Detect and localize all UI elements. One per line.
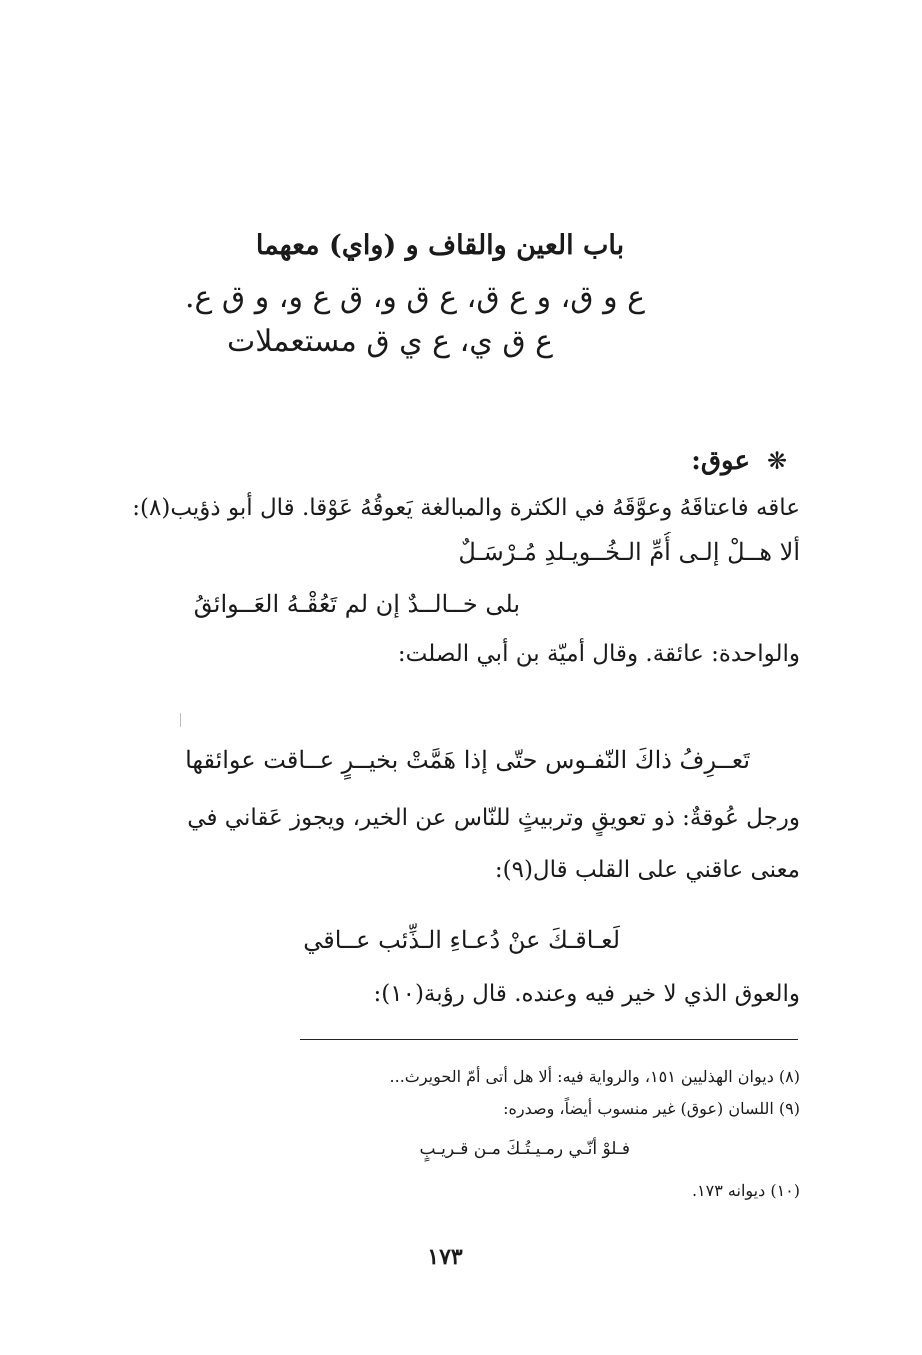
entry-text-line-4: معنى عاقني على القلب قال(٩): [494, 857, 800, 883]
verse-line-4: لَعـاقـكَ عنْ دُعـاءِ الـذِّئب عــاقي [303, 926, 620, 954]
chapter-title: باب العين والقاف و (واي) معهما [255, 230, 625, 261]
root-letters-line-1: ع و ق، و ع ق، ع ق و، ق ع و، و ق ع. [184, 280, 646, 315]
entry-headword: عوق: [691, 446, 750, 476]
verse-line-3: تَعــرِفُ ذاكَ النّفـوس حتّى إذا هَمَّتْ بخيــرٍ عــاقت عوائقها [185, 746, 750, 774]
footnote-separator [300, 1039, 798, 1040]
entry-text-line-5: والعوق الذي لا خير فيه وعنده. قال رؤبة(١٠): [373, 981, 800, 1007]
verse-line-2: بلى خــالــدٌ إن لم تَعُقْـهُ العَــوائقُ [193, 590, 520, 618]
entry-text-line-2: والواحدة: عائقة. وقال أميّة بن أبي الصلت: [397, 641, 800, 667]
root-letters-line-2: ع ق ي، ع ي ق مستعملات [226, 324, 554, 359]
verse-line-1: ألا هــلْ إلـى أُمِّ الـخُــويـلدِ مُـرْسَـلٌ [458, 538, 800, 566]
footnote-9: (٩) اللسان (عوق) غير منسوب أيضاً، وصدره: [503, 1099, 800, 1118]
entry-text-line-1: عاقه فاعتاقَهُ وعوَّقَهُ في الكثرة والمبالغة يَعوقُهُ عَوْقا. قال أبو ذؤيب(٨): [132, 495, 800, 521]
footnote-10: (١٠) ديوانه ١٧٣. [691, 1181, 800, 1200]
entry-text-line-3: ورجل عُوقةٌ: ذو تعويقٍ وتربيثٍ للنّاس عن الخير، ويجوز عَقاني في [187, 805, 800, 831]
margin-mark [180, 713, 181, 727]
footnote-9-verse: فـلوْ أنّـي رمـيـتُـكَ مـن قـريـبٍ [419, 1139, 630, 1159]
entry-marker-icon: ❋ [766, 447, 788, 475]
page-number: ١٧٣ [427, 1244, 463, 1270]
footnote-8: (٨) ديوان الهذليين ١٥١، والرواية فيه: ألا هل أتى أمّ الحويرث... [389, 1067, 800, 1086]
